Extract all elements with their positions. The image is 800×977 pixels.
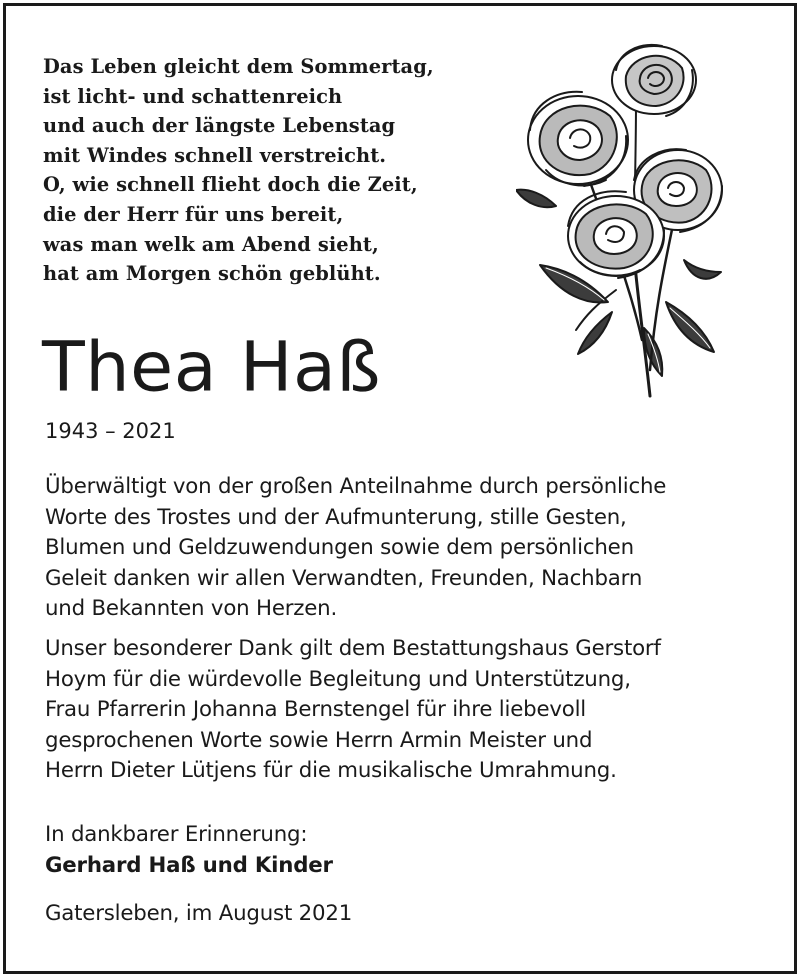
poem-line: die der Herr für uns bereit,: [43, 202, 344, 226]
poem-line: O, wie schnell flieht doch die Zeit,: [43, 173, 418, 197]
closing-intro: In dankbarer Erinnerung:: [45, 822, 308, 847]
rose-left: [528, 92, 628, 186]
place-and-date: Gatersleben, im August 2021: [45, 901, 353, 926]
life-years: 1943 – 2021: [45, 419, 176, 443]
text-line: Überwältigt von der großen Anteilnahme durch persönliche: [45, 474, 667, 499]
poem-line: Das Leben gleicht dem Sommertag,: [43, 55, 434, 78]
text-line: Hoym für die würdevolle Begleitung und Unterstützung,: [45, 666, 631, 692]
poem-line: und auch der längste Lebenstag: [43, 114, 396, 138]
poem-line: hat am Morgen schön geblüht.: [43, 262, 381, 286]
poem-line: mit Windes schnell verstreicht.: [43, 143, 387, 167]
poem-line: was man welk am Abend sieht,: [43, 232, 379, 256]
thanks-paragraph-2: [45, 634, 785, 787]
deceased-name: Thea Haß: [42, 326, 381, 408]
text-line: Herrn Dieter Lütjens für die musikalische Umrahmung.: [45, 758, 617, 784]
rose-top: [612, 45, 696, 116]
text-line: Frau Pfarrerin Johanna Bernstengel für ihre liebevoll: [45, 697, 587, 723]
text-line: gesprochenen Worte sowie Herrn Armin Meister und: [45, 727, 593, 753]
text-line: Geleit danken wir allen Verwandten, Freunden, Nachbarn: [45, 565, 643, 591]
text-line: Blumen und Geldzuwendungen sowie dem persönlichen: [45, 535, 634, 561]
text-line: und Bekannten von Herzen.: [45, 596, 338, 622]
poem-line: ist licht- und schattenreich: [43, 84, 343, 108]
closing-block: [45, 820, 333, 881]
thanks-paragraph-1: [45, 472, 785, 625]
poem: [43, 52, 513, 289]
roses-illustration: [516, 40, 726, 402]
signer-names: Gerhard Haß und Kinder: [45, 852, 333, 878]
text-line: Worte des Trostes und der Aufmunterung, stille Gesten,: [45, 504, 627, 530]
text-line: Unser besonderer Dank gilt dem Bestattungshaus Gerstorf: [45, 636, 661, 661]
